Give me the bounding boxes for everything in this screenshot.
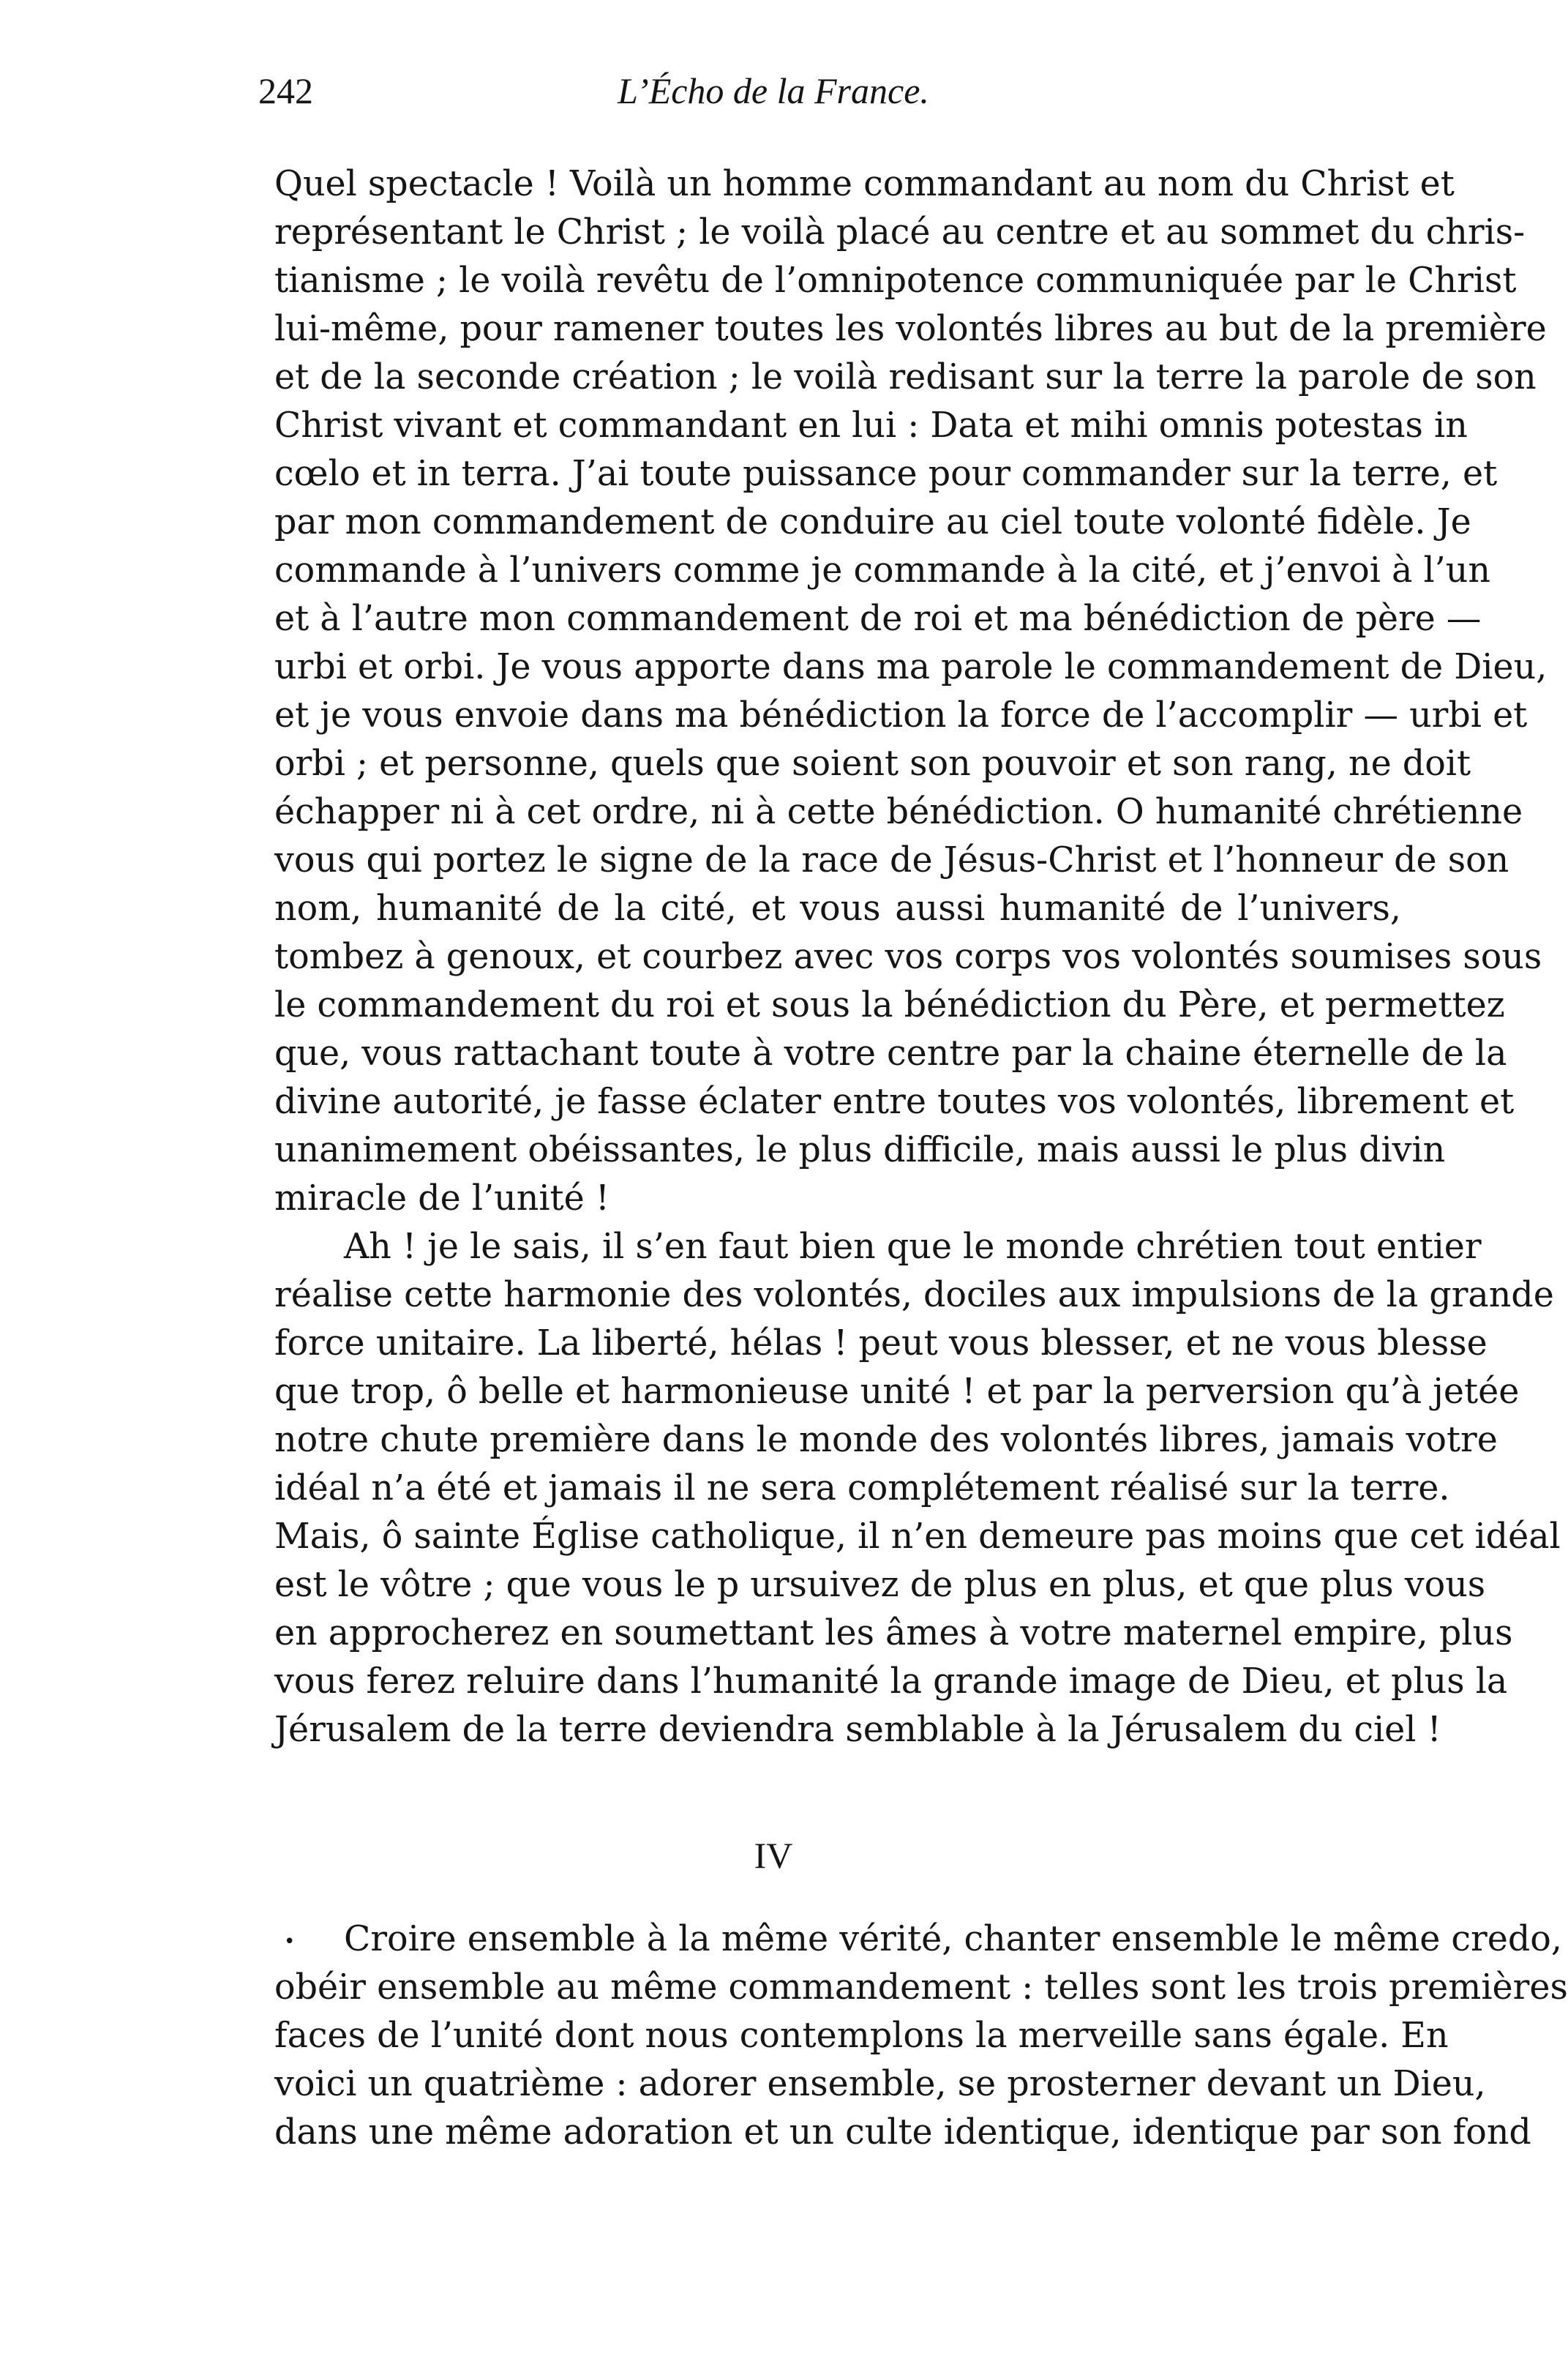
text-line: tianisme ; le voilà revêtu de l’omnipotence communiquée par le Christ bbox=[274, 261, 1517, 301]
text-line: voici un quatrième : adorer ensemble, se prosterner devant un Dieu, bbox=[274, 2064, 1486, 2104]
text-line: est le vôtre ; que vous le p ursuivez de plus en plus, et que plus vous bbox=[274, 1565, 1486, 1605]
text-line: Croire ensemble à la même vérité, chanter ensemble le même credo, bbox=[344, 1919, 1562, 1959]
text-line: miracle de l’unité ! bbox=[274, 1178, 609, 1219]
text-line: Christ vivant et commandant en lui : Data et mihi omnis potestas in bbox=[274, 405, 1468, 446]
text-line: vous ferez reluire dans l’humanité la grande image de Dieu, et plus la bbox=[274, 1661, 1508, 1702]
text-line: force unitaire. La liberté, hélas ! peut vous blesser, et ne vous blesse bbox=[274, 1323, 1488, 1364]
text-line: faces de l’unité dont nous contemplons la merveille sans égale. En bbox=[274, 2016, 1449, 2056]
bullet-mark: • bbox=[284, 1931, 296, 1953]
text-line: Mais, ô sainte Église catholique, il n’en demeure pas moins que cet idéal bbox=[274, 1516, 1561, 1557]
text-line: cœlo et in terra. J’ai toute puissance pour commander sur la terre, et bbox=[274, 454, 1498, 494]
section-heading: IV bbox=[754, 1835, 793, 1876]
text-line: obéir ensemble au même commandement : telles sont les trois premières bbox=[274, 1967, 1568, 2008]
text-line: et de la seconde création ; le voilà redisant sur la terre la parole de son bbox=[274, 357, 1537, 397]
text-line: divine autorité, je fasse éclater entre toutes vos volontés, librement et bbox=[274, 1082, 1515, 1122]
text-line: notre chute première dans le monde des volontés libres, jamais votre bbox=[274, 1420, 1498, 1460]
text-line: unanimement obéissantes, le plus difficile, mais aussi le plus divin bbox=[274, 1130, 1446, 1170]
text-line: tombez à genoux, et courbez avec vos corps vos volontés soumises sous bbox=[274, 937, 1542, 977]
text-line: Quel spectacle ! Voilà un homme commandant au nom du Christ et bbox=[274, 164, 1455, 204]
text-line: que, vous rattachant toute à votre centre par la chaine éternelle de la bbox=[274, 1033, 1507, 1074]
text-line: nom, humanité de la cité, et vous aussi humanité de l’univers, bbox=[274, 889, 1401, 929]
text-line: et à l’autre mon commandement de roi et ma bénédiction de père — bbox=[274, 599, 1482, 639]
text-line: en approcherez en soumettant les âmes à votre maternel empire, plus bbox=[274, 1613, 1513, 1653]
text-line: orbi ; et personne, quels que soient son pouvoir et son rang, ne doit bbox=[274, 744, 1471, 784]
running-title: L’Écho de la France. bbox=[618, 70, 929, 111]
text-line: Ah ! je le sais, il s’en faut bien que le monde chrétien tout entier bbox=[344, 1227, 1482, 1267]
text-line: échapper ni à cet ordre, ni à cette bénédiction. O humanité chrétienne bbox=[274, 792, 1523, 832]
text-line: vous qui portez le signe de la race de Jésus-Christ et l’honneur de son bbox=[274, 840, 1509, 880]
text-line: représentant le Christ ; le voilà placé au centre et au sommet du chris- bbox=[274, 212, 1526, 253]
text-line: urbi et orbi. Je vous apporte dans ma parole le commandement de Dieu, bbox=[274, 647, 1548, 687]
text-line: commande à l’univers comme je commande à la cité, et j’envoi à l’un bbox=[274, 550, 1490, 591]
text-line: que trop, ô belle et harmonieuse unité ! et par la perversion qu’à jetée bbox=[274, 1372, 1520, 1412]
text-line: Jérusalem de la terre deviendra semblable à la Jérusalem du ciel ! bbox=[274, 1710, 1441, 1750]
text-line: et je vous envoie dans ma bénédiction la force de l’accomplir — urbi et bbox=[274, 695, 1528, 736]
text-line: réalise cette harmonie des volontés, dociles aux impulsions de la grande bbox=[274, 1275, 1554, 1315]
text-line: idéal n’a été et jamais il ne sera complétement réalisé sur la terre. bbox=[274, 1468, 1450, 1508]
page-number: 242 bbox=[258, 70, 313, 111]
text-line: dans une même adoration et un culte identique, identique par son fond bbox=[274, 2112, 1531, 2152]
text-line: le commandement du roi et sous la bénédiction du Père, et permettez bbox=[274, 985, 1505, 1025]
text-line: lui-même, pour ramener toutes les volontés libres au but de la première bbox=[274, 309, 1547, 349]
text-line: par mon commandement de conduire au ciel toute volonté fidèle. Je bbox=[274, 502, 1471, 542]
